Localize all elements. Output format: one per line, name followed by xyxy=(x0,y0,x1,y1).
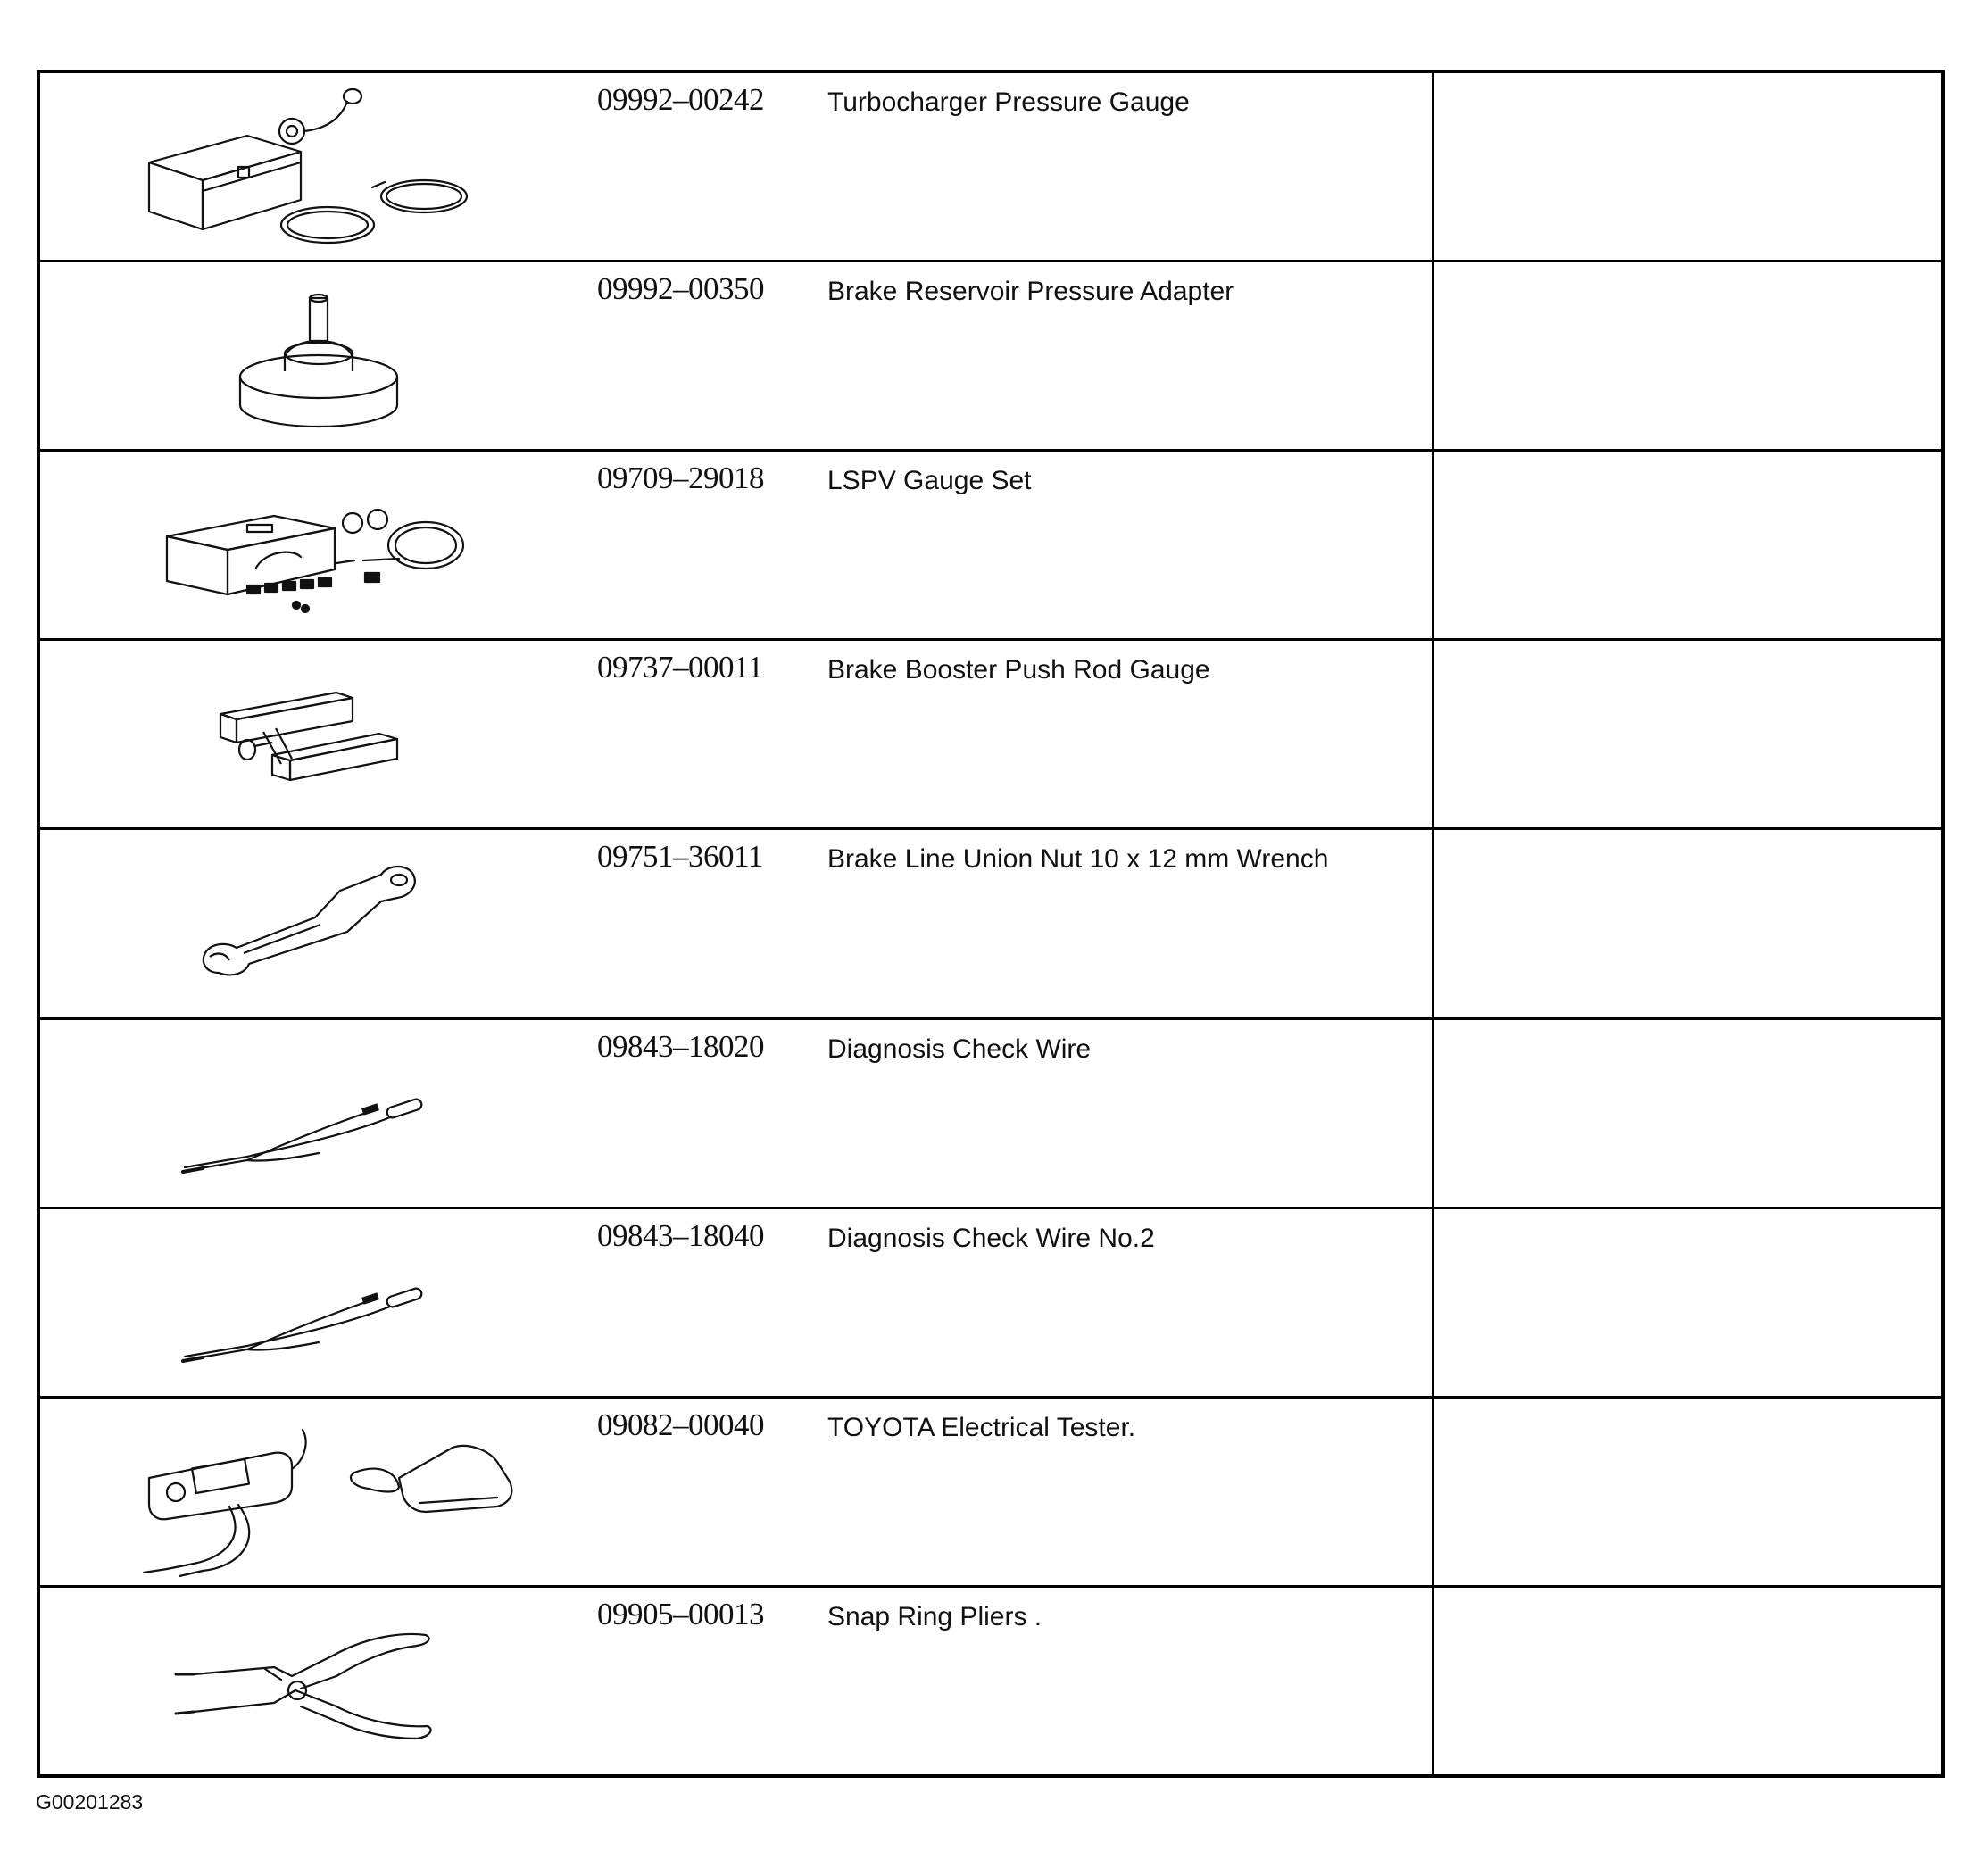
tool-illustration-cell xyxy=(40,830,597,1017)
push-rod-gauge-icon xyxy=(113,650,524,819)
notes-cell xyxy=(1434,1399,1941,1585)
part-number: 09843–18020 xyxy=(597,1028,764,1064)
part-number: 09737–00011 xyxy=(597,650,763,685)
tool-description: LSPV Gauge Set xyxy=(827,452,1434,638)
tool-description: Brake Booster Push Rod Gauge xyxy=(827,641,1434,827)
part-number: 09709–29018 xyxy=(597,461,764,496)
tool-description: Diagnosis Check Wire No.2 xyxy=(827,1209,1434,1396)
notes-cell xyxy=(1434,1588,1941,1774)
tool-description: Diagnosis Check Wire xyxy=(827,1020,1434,1207)
tool-illustration-cell xyxy=(40,452,597,638)
tool-illustration-cell xyxy=(40,641,597,827)
tool-illustration-cell xyxy=(40,1399,597,1585)
tool-description: TOYOTA Electrical Tester. xyxy=(827,1399,1434,1585)
notes-cell xyxy=(1434,73,1941,260)
tool-row xyxy=(40,260,1941,449)
tool-illustration-cell xyxy=(40,262,597,449)
part-number: 09992–00242 xyxy=(597,82,764,117)
tool-row xyxy=(40,1017,1941,1207)
gauge-set-case-icon xyxy=(113,461,524,630)
tool-row xyxy=(40,638,1941,827)
tool-row xyxy=(40,1585,1941,1774)
figure-code: G00201283 xyxy=(36,1790,144,1814)
snap-ring-pliers-icon xyxy=(113,1596,524,1765)
tool-row xyxy=(40,1396,1941,1585)
part-number: 09751–36011 xyxy=(597,839,763,875)
notes-cell xyxy=(1434,1209,1941,1396)
electrical-tester-icon xyxy=(113,1407,524,1576)
tool-description: Brake Line Union Nut 10 x 12 mm Wrench xyxy=(827,830,1434,1017)
special-tools-table xyxy=(37,70,1945,1778)
tool-row xyxy=(40,73,1941,260)
union-nut-wrench-icon xyxy=(113,839,524,1009)
tool-row xyxy=(40,449,1941,638)
tool-illustration-cell xyxy=(40,1588,597,1774)
tool-illustration-cell xyxy=(40,1209,597,1396)
tool-row xyxy=(40,1207,1941,1396)
tool-description: Brake Reservoir Pressure Adapter xyxy=(827,262,1434,449)
notes-cell xyxy=(1434,262,1941,449)
pressure-adapter-icon xyxy=(113,271,524,441)
part-number: 09905–00013 xyxy=(597,1596,764,1631)
notes-cell xyxy=(1434,641,1941,827)
tool-illustration-cell xyxy=(40,73,597,260)
check-wire-icon xyxy=(113,1028,524,1198)
tool-description: Turbocharger Pressure Gauge xyxy=(827,73,1434,260)
part-number: 09843–18040 xyxy=(597,1217,764,1253)
notes-cell xyxy=(1434,452,1941,638)
tool-illustration-cell xyxy=(40,1020,597,1207)
tool-row xyxy=(40,827,1941,1017)
part-number: 09082–00040 xyxy=(597,1407,764,1442)
tool-description: Snap Ring Pliers . xyxy=(827,1588,1434,1774)
pressure-gauge-case-icon xyxy=(113,82,524,252)
notes-cell xyxy=(1434,1020,1941,1207)
part-number: 09992–00350 xyxy=(597,271,764,307)
check-wire-icon xyxy=(113,1217,524,1387)
notes-cell xyxy=(1434,830,1941,1017)
